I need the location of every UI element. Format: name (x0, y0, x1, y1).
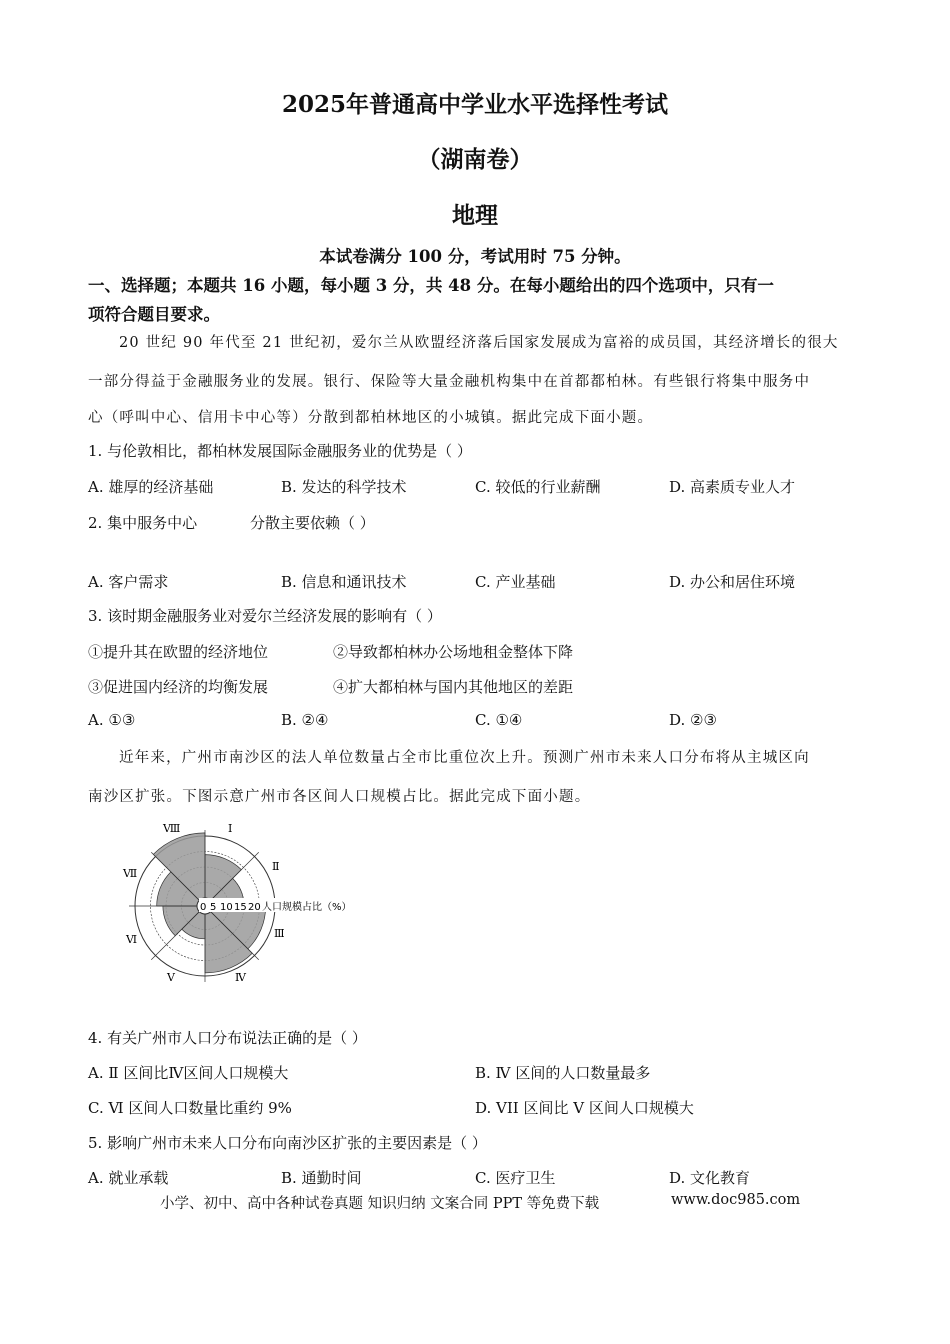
scale-tick-5: 5 (210, 902, 217, 913)
q2-option-a: A. 客户需求 (88, 573, 169, 591)
q3-stem: 3. 该时期金融服务业对爱尔兰经济发展的影响有（ ） (88, 607, 442, 625)
passage1-line2: 一部分得益于金融服务业的发展。银行、保险等大量金融机构集中在首都都柏林。有些银行将集中服务中 (88, 374, 811, 390)
footer-url[interactable]: www.doc985.com (671, 1192, 801, 1208)
sector-label-3: Ⅲ (274, 927, 285, 940)
section-heading-line2: 项符合题目要求。 (88, 305, 220, 324)
q3-item-3: ③促进国内经济的均衡发展 (88, 678, 269, 696)
sector-label-1: Ⅰ (228, 822, 233, 835)
q4-option-d: D. VII 区间比 V 区间人口规模大 (475, 1099, 694, 1117)
scale-tick-15: 15 (234, 902, 247, 913)
q1-option-a: A. 雄厚的经济基础 (88, 478, 214, 496)
sector-label-8: Ⅷ (163, 822, 181, 835)
q5-option-a: A. 就业承载 (88, 1169, 169, 1187)
q4-option-c: C. Ⅵ 区间人口数量比重约 9% (88, 1099, 292, 1117)
q1-option-b: B. 发达的科学技术 (281, 478, 407, 496)
q3-option-c: C. ①④ (475, 711, 523, 729)
q4-stem: 4. 有关广州市人口分布说法正确的是（ ） (88, 1029, 367, 1047)
q3-option-a: A. ①③ (88, 711, 136, 729)
exam-title: 2025年普通高中学业水平选择性考试 (281, 91, 668, 118)
q1-option-c: C. 较低的行业薪酬 (475, 478, 601, 496)
exam-info: 本试卷满分 100 分，考试用时 75 分钟。 (319, 247, 631, 266)
q3-option-d: D. ②③ (669, 711, 717, 729)
scale-tick-0: 0 (200, 902, 207, 913)
q3-item-4: ④扩大都柏林与国内其他地区的差距 (333, 678, 574, 696)
q5-option-d: D. 文化教育 (669, 1169, 751, 1187)
q4-option-a: A. Ⅱ 区间比Ⅳ区间人口规模大 (88, 1064, 289, 1082)
passage1-line1: 20 世纪 90 年代至 21 世纪初，爱尔兰从欧盟经济落后国家发展成为富裕的成员国，其经济增长的很大 (119, 335, 839, 351)
passage1-line3: 心（呼叫中心、信用卡中心等）分散到都柏林地区的小城镇。据此完成下面小题。 (88, 410, 654, 426)
q5-option-c: C. 医疗卫生 (475, 1169, 556, 1187)
section-heading-line1: 一、选择题；本题共 16 小题，每小题 3 分，共 48 分。在每小题给出的四个选项中，只有一 (88, 276, 774, 295)
sector-label-7: Ⅶ (123, 867, 138, 880)
exam-province: （湖南卷） (417, 146, 533, 173)
q2-stem-b: 分散主要依赖（ ） (250, 514, 375, 532)
population-polar-chart (115, 814, 395, 994)
q2-option-b: B. 信息和通讯技术 (281, 573, 407, 591)
sector-label-2: Ⅱ (272, 860, 280, 873)
q1-stem: 1. 与伦敦相比，都柏林发展国际金融服务业的优势是（ ） (88, 442, 472, 460)
passage2-line1: 近年来，广州市南沙区的法人单位数量占全市比重位次上升。预测广州市未来人口分布将从主城区向 (119, 750, 810, 766)
q3-option-b: B. ②④ (281, 711, 329, 729)
sector-label-4: Ⅳ (235, 971, 246, 984)
passage2-line2: 南沙区扩张。下图示意广州市各区间人口规模占比。据此完成下面小题。 (88, 789, 591, 805)
sector-label-6: Ⅵ (126, 933, 138, 946)
q3-item-1: ①提升其在欧盟的经济地位 (88, 643, 269, 661)
sector-label-5: Ⅴ (167, 971, 175, 984)
footer-text: 小学、初中、高中各种试卷真题 知识归纳 文案合同 PPT 等免费下载 (160, 1196, 600, 1212)
q1-option-d: D. 高素质专业人才 (669, 478, 796, 496)
scale-tick-10: 10 (220, 902, 233, 913)
q4-option-b: B. Ⅳ 区间的人口数量最多 (475, 1064, 651, 1082)
q5-option-b: B. 通勤时间 (281, 1169, 362, 1187)
scale-tick-20: 20 (248, 902, 261, 913)
q5-stem: 5. 影响广州市未来人口分布向南沙区扩张的主要因素是（ ） (88, 1134, 487, 1152)
q3-item-2: ②导致都柏林办公场地租金整体下降 (333, 643, 574, 661)
exam-subject: 地理 (452, 202, 498, 229)
q2-stem-a: 2. 集中服务中心 (88, 514, 198, 532)
q2-option-c: C. 产业基础 (475, 573, 556, 591)
scale-label: 人口规模占比（%） (262, 902, 352, 913)
q2-option-d: D. 办公和居住环境 (669, 573, 796, 591)
